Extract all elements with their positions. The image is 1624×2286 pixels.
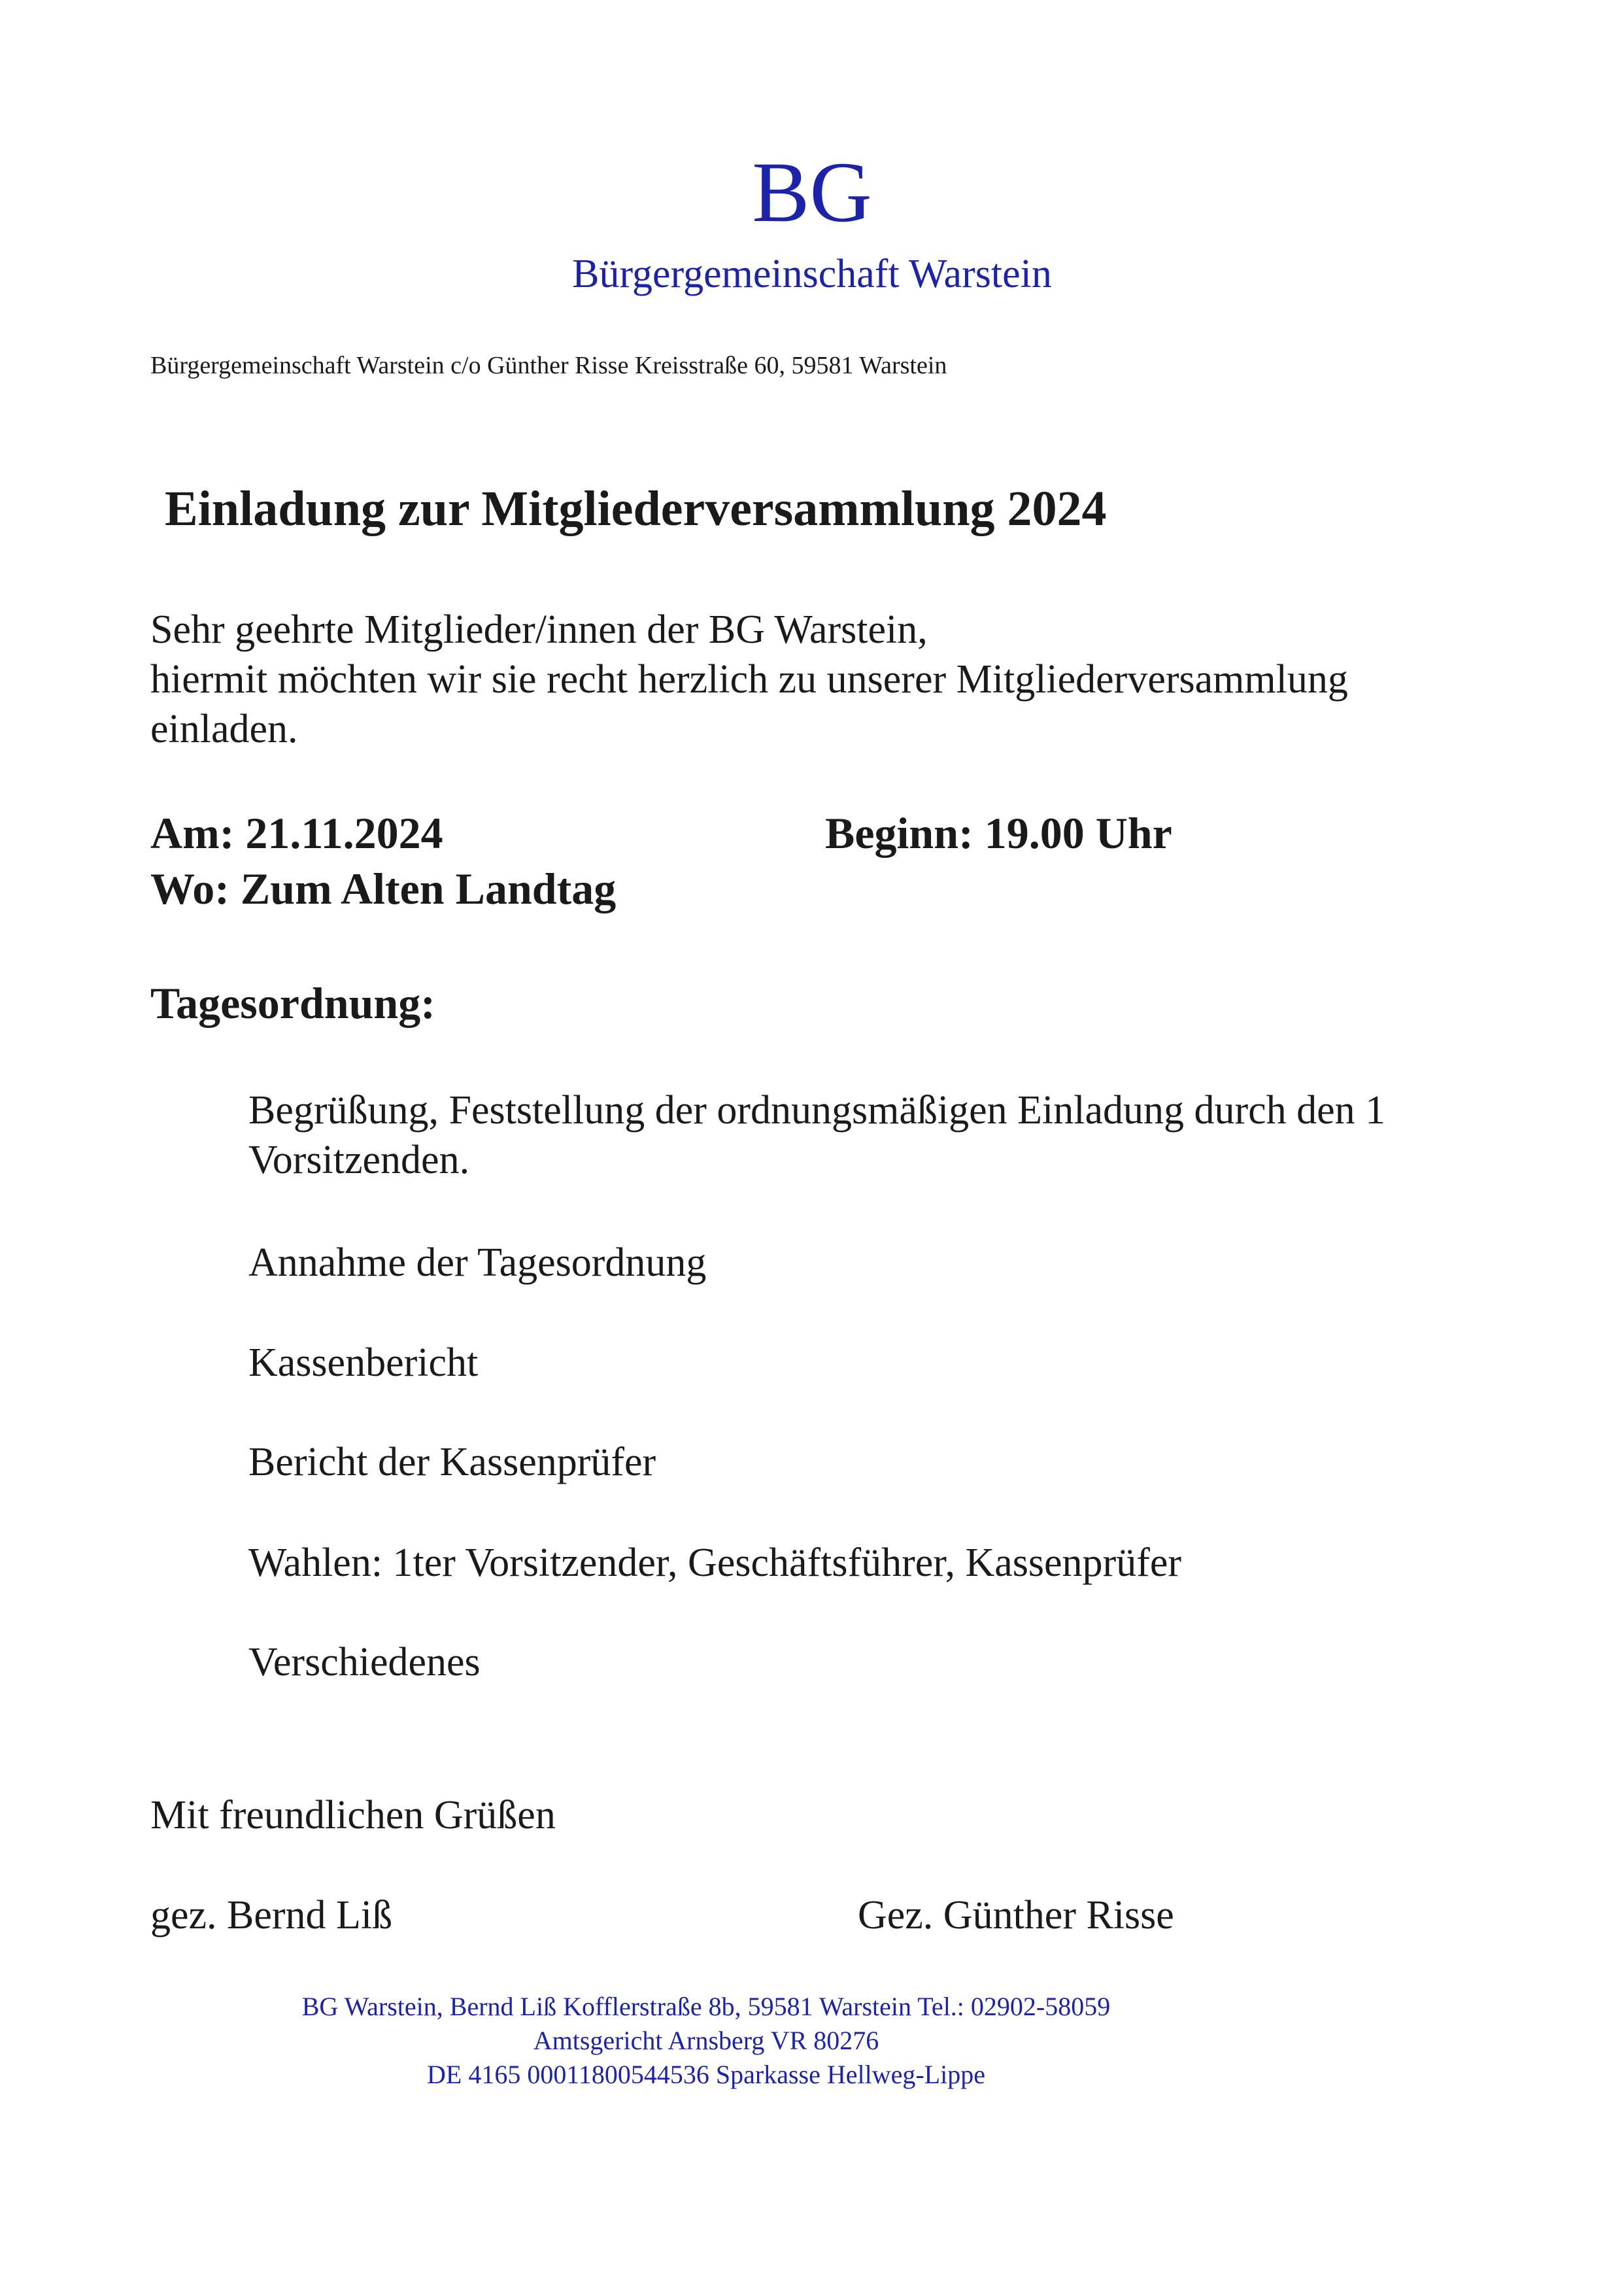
logo-text: BG xyxy=(752,144,872,240)
agenda-item: Annahme der Tagesordnung xyxy=(248,1240,707,1285)
event-place: Wo: Zum Alten Landtag xyxy=(150,864,617,913)
signature-left: gez. Bernd Liß xyxy=(150,1893,393,1937)
intro-paragraph xyxy=(150,605,1523,754)
intro-line: hiermit möchten wir sie recht herzlich zu unserer Mitgliederversammlung xyxy=(150,657,1348,702)
agenda-item: Begrüßung, Feststellung der ordnungsmäßigen Einladung durch den 1 Vorsitzenden. xyxy=(248,1088,1386,1182)
agenda-item: Kassenbericht xyxy=(248,1340,479,1385)
letter-title: Einladung zur Mitgliederversammlung 2024 xyxy=(165,481,1107,536)
agenda-item: Wahlen: 1ter Vorsitzender, Geschäftsführer, Kassenprüfer xyxy=(248,1541,1181,1585)
signature-right: Gez. Günther Risse xyxy=(858,1893,1174,1937)
footer-bank-line: DE 4165 00011800544536 Sparkasse Hellweg-Lippe xyxy=(427,2060,985,2089)
agenda-item: Verschiedenes xyxy=(248,1640,481,1684)
closing-greeting: Mit freundlichen Grüßen xyxy=(150,1793,556,1837)
agenda-heading: Tagesordnung: xyxy=(150,978,435,1028)
sender-address-line: Bürgergemeinschaft Warstein c/o Günther Risse Kreisstraße 60, 59581 Warstein xyxy=(150,352,947,379)
footer-register-line: Amtsgericht Arnsberg VR 80276 xyxy=(533,2026,879,2055)
intro-line: Sehr geehrte Mitglieder/innen der BG Warstein, xyxy=(150,607,928,652)
footer-address-line: BG Warstein, Bernd Liß Kofflerstraße 8b, 59581 Warstein Tel.: 02902-58059 xyxy=(301,1992,1111,2021)
org-name: Bürgergemeinschaft Warstein xyxy=(572,252,1052,296)
event-start-time: Beginn: 19.00 Uhr xyxy=(825,808,1172,858)
event-date: Am: 21.11.2024 xyxy=(150,808,443,858)
intro-line: einladen. xyxy=(150,707,298,751)
agenda-item: Bericht der Kassenprüfer xyxy=(248,1440,656,1484)
